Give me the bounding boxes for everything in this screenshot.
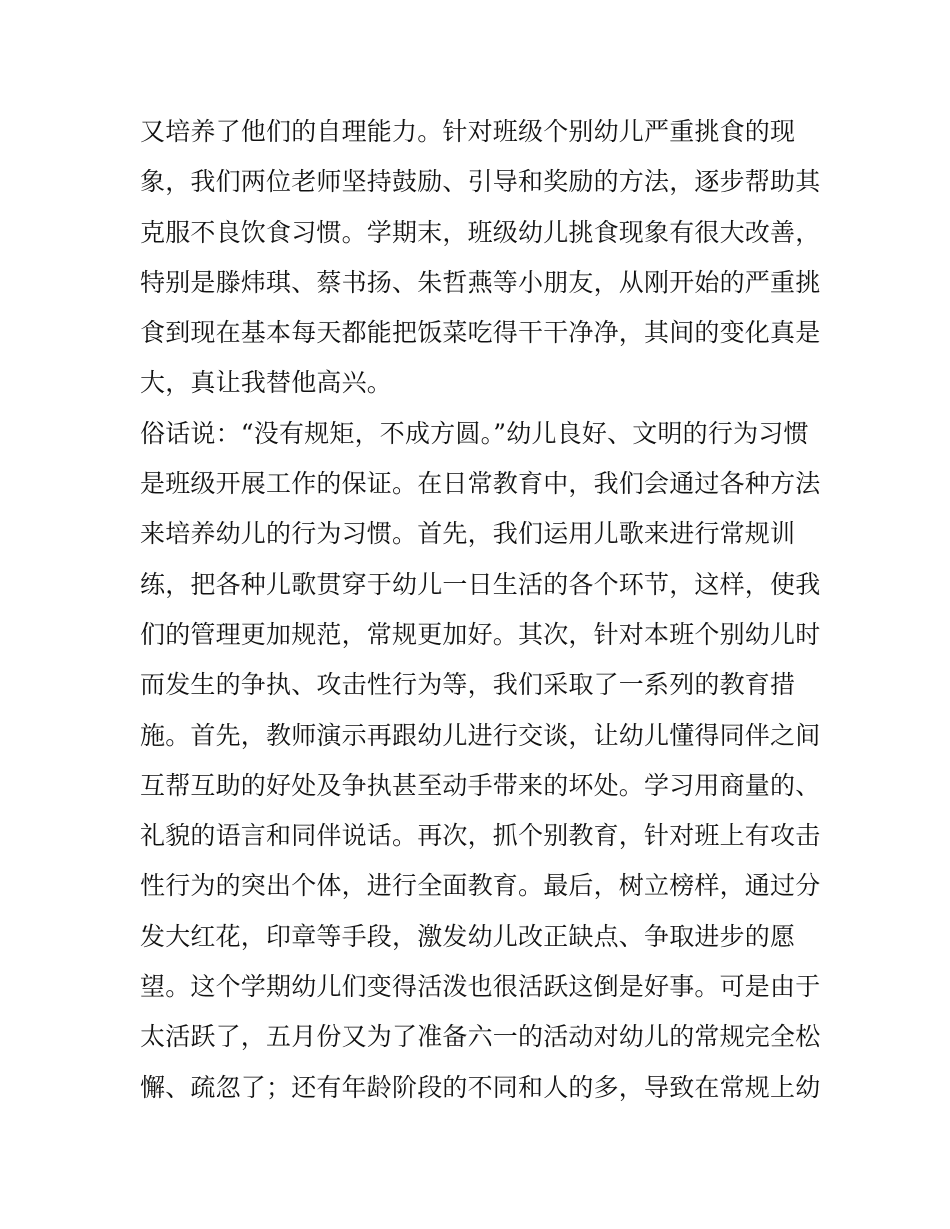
text-line: 性行为的突出个体，进行全面教育。最后，树立榜样，通过分 (140, 871, 820, 901)
text-line: 太活跃了，五月份又为了准备六一的活动对幼儿的常规完全松 (140, 1022, 820, 1052)
text-line: 来培养幼儿的行为习惯。首先，我们运用儿歌来进行常规训 (140, 519, 796, 549)
text-line: 望。这个学期幼儿们变得活泼也很活跃这倒是好事。可是由于 (140, 972, 820, 1002)
text-line: 是班级开展工作的保证。在日常教育中，我们会通过各种方法 (140, 469, 820, 499)
text-line: 又培养了他们的自理能力。针对班级个别幼儿严重挑食的现 (140, 117, 796, 146)
text-line: 们的管理更加规范，常规更加好。其次，针对本班个别幼儿时 (140, 619, 820, 649)
text-line: 而发生的争执、攻击性行为等，我们采取了一系列的教育措 (140, 670, 796, 700)
text-line: 练，把各种儿歌贯穿于幼儿一日生活的各个环节，这样，使我 (140, 569, 820, 599)
document-body-text (140, 107, 820, 1113)
text-line: 俗话说：“没有规矩，不成方圆。”幼儿良好、文明的行为习惯 (140, 418, 809, 448)
text-line: 克服不良饮食习惯。学期末，班级幼儿挑食现象有很大改善， (140, 217, 820, 247)
text-line: 施。首先，教师演示再跟幼儿进行交谈，让幼儿懂得同伴之间 (140, 720, 820, 750)
text-line: 发大红花，印章等手段，激发幼儿改正缺点、争取进步的愿 (140, 921, 796, 951)
text-line: 互帮互助的好处及争执甚至动手带来的坏处。学习用商量的、 (140, 770, 820, 800)
text-line: 礼貌的语言和同伴说话。再次，抓个别教育，针对班上有攻击 (140, 821, 820, 851)
text-line: 特别是滕炜琪、蔡书扬、朱哲燕等小朋友，从刚开始的严重挑 (140, 267, 820, 297)
text-line: 象，我们两位老师坚持鼓励、引导和奖励的方法，逐步帮助其 (140, 167, 820, 197)
text-line: 食到现在基本每天都能把饭菜吃得干干净净，其间的变化真是 (140, 318, 820, 348)
text-line: 大，真让我替他高兴。 (140, 368, 393, 398)
text-line: 懈、疏忽了；还有年龄阶段的不同和人的多，导致在常规上幼 (140, 1072, 820, 1102)
